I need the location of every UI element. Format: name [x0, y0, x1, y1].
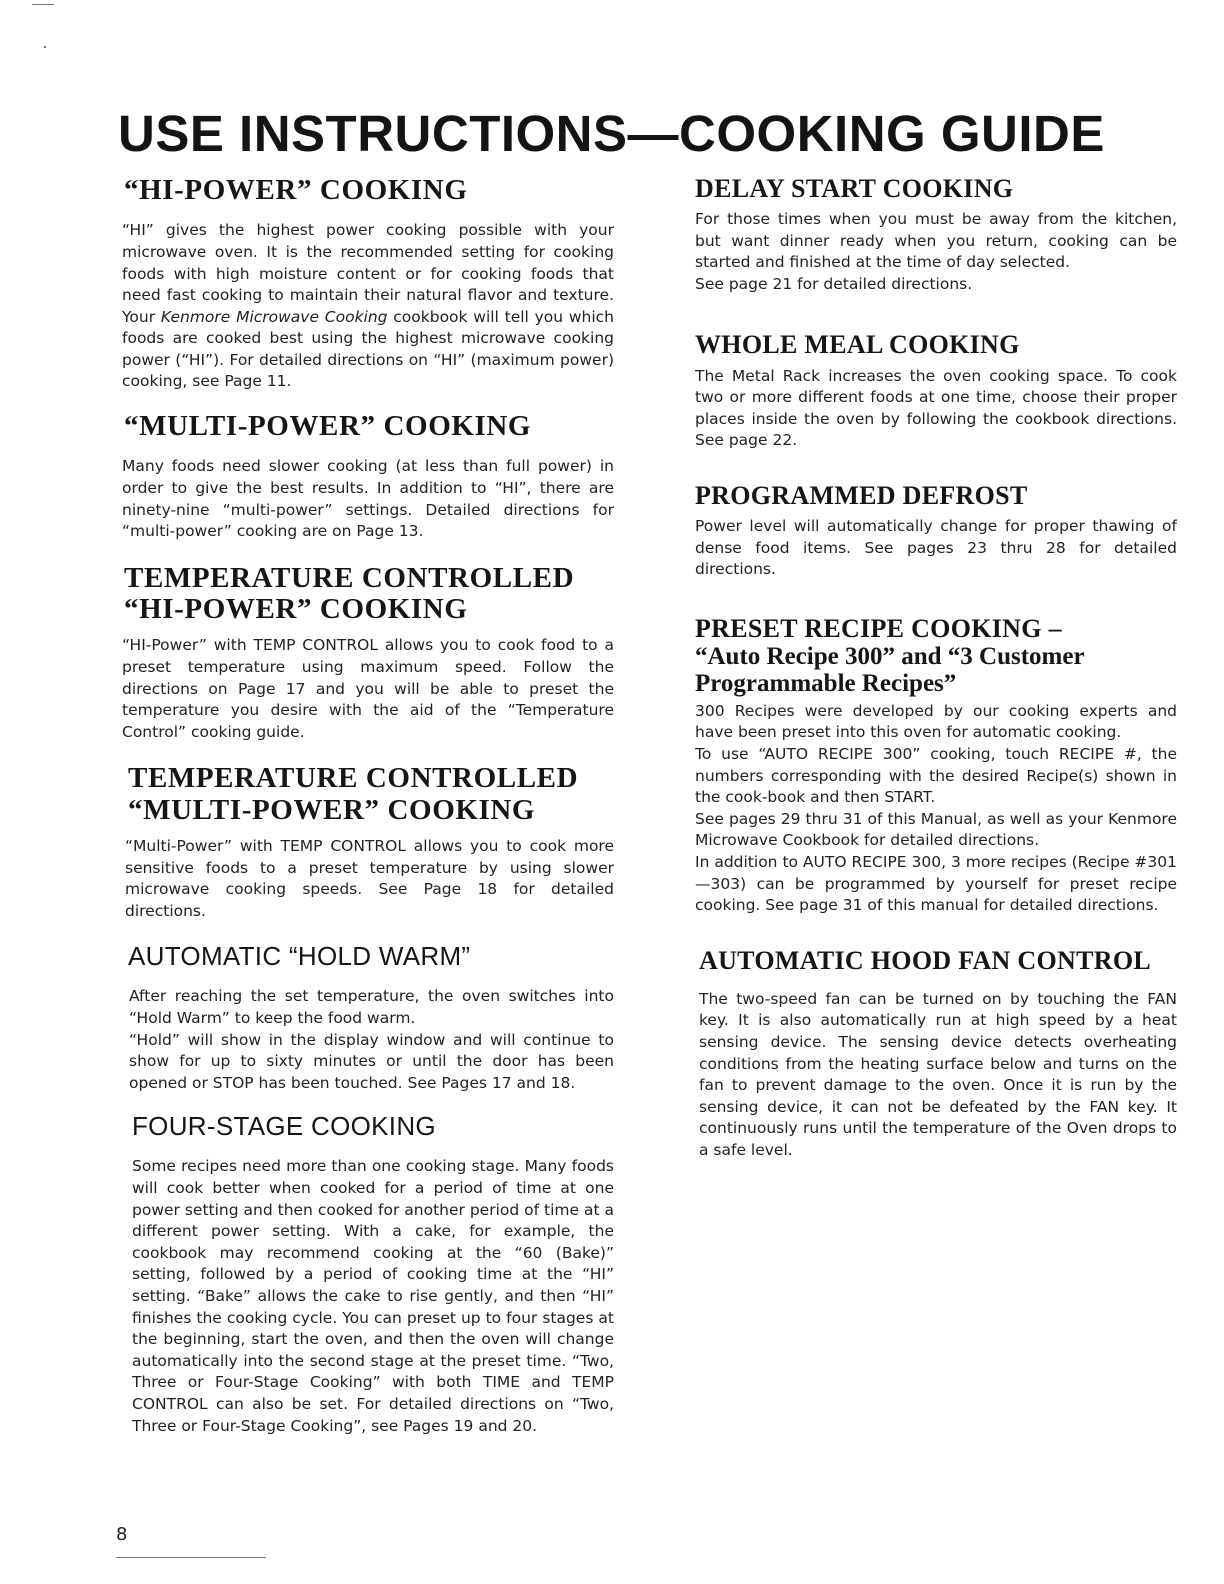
section-title-line: Programmable Recipes” [695, 669, 957, 697]
section-programmed-defrost [695, 482, 1177, 581]
section-title-line: TEMPERATURE CONTROLLED [128, 762, 579, 795]
body-text: “HI-Power” with TEMP CONTROL allows you to cook food to a preset temperature using maximum speed. Follow the directions on Page 17 and you will be able to preset the temperature you desire with the aid of the “Temperature Control” cooking guide. [122, 636, 614, 741]
section-title-line: “Auto Recipe 300” and “3 Customer [695, 642, 1085, 670]
section-whole-meal [695, 331, 1177, 451]
body-text: “Multi-Power” with TEMP CONTROL allows you to cook more sensitive foods to a preset temperature by using slower microwave cooking speeds. See Page 18 for detailed directions. [125, 836, 614, 920]
body-text: Power level will automatically change for proper thawing of dense food items. See pages 23 thru 28 for detailed directions. [695, 516, 1177, 579]
body-text: Many foods need slower cooking (at less than full power) in order to give the best results. In addition to “HI”, there are ninety-nine “multi-power” settings. Detailed directions for “multi-power” cooking are on Page 13. [122, 457, 614, 541]
body-text: In addition to AUTO RECIPE 300, 3 more recipes (Recipe #301—303) can be programmed by yourself for preset recipe cooking. See page 31 of this manual for detailed directions. [695, 853, 1177, 915]
body-text: For those times when you must be away from the kitchen, but want dinner ready when you return, cooking can be started and finished at the time of day selected. [695, 210, 1177, 272]
section-temp-hi-power [122, 563, 614, 744]
section-title-line: TEMPERATURE CONTROLLED [124, 561, 575, 594]
scan-artifact-dot [44, 46, 46, 48]
bottom-rule [116, 1557, 266, 1558]
section-title: AUTOMATIC HOOD FAN CONTROL [699, 945, 1151, 975]
body-text: cookbook will tell you which foods are cooked best using the highest microwave cooking power (“HI”). For detailed directions on “HI” (maximum power) cooking, see Page 11. [122, 307, 614, 391]
body-text: 300 Recipes were developed by our cooking experts and have been preset into this oven for automatic cooking. [695, 701, 1177, 742]
section-body [122, 635, 614, 743]
body-text: Some recipes need more than one cooking stage. Many foods will cook better when cooked for a period of time at one power setting and then cooked for another period of time at a different power setting. With a cake, for example, the cookbook may recommend cooking at the “60 (Bake)” setting, followed by a period of cooking time at the “HI” setting. “Bake” allows the cake to rise gently, and then “HI” finishes the cooking cycle. You can preset up to four stages at the beginning, start the oven, and then the oven will change automatically into the second stage at the preset time. “Two, Three or Four-Stage Cooking” with both TIME and TEMP CONTROL can also be set. For detailed directions on “Two, Three or Four-Stage Cooking”, see Pages 19 and 20. [132, 1157, 614, 1435]
section-title-line: PRESET RECIPE COOKING – [695, 613, 1062, 643]
body-text: The Metal Rack increases the oven cooking space. To cook two or more different foods at one time, choose their proper places inside the oven by following the cookbook directions. See page 22. [695, 366, 1177, 450]
section-title: “MULTI-POWER” COOKING [124, 410, 532, 443]
section-title: PROGRAMMED DEFROST [695, 480, 1028, 510]
section-multi-power [122, 411, 614, 543]
section-body [122, 456, 614, 542]
section-body [122, 220, 614, 393]
section-title: DELAY START COOKING [695, 174, 1014, 203]
section-title: WHOLE MEAL COOKING [695, 330, 1020, 360]
body-text-italic: Kenmore Microwave Cooking [160, 307, 388, 326]
left-column [122, 170, 614, 1437]
section-title-line: “MULTI-POWER” COOKING [128, 793, 536, 826]
body-text: The two-speed fan can be turned on by touching the FAN key. It is also automatically run at high speed by a heat sensing device. The sensing device detects overheating conditions from the heating surface below and turns on the fan to prevent damage to the oven. Once it is run by the sensing device, it can not be defeated by the FAN key. It continuously runs until the temperature of the Oven drops to a safe level. [699, 989, 1177, 1160]
body-text: To use “AUTO RECIPE 300” cooking, touch RECIPE #, the numbers corresponding with the desired Recipe(s) shown in the cook-book and then START. [695, 745, 1177, 807]
section-body [122, 836, 614, 922]
section-delay-start [695, 175, 1177, 295]
section-four-stage [122, 1112, 614, 1437]
section-hold-warm [122, 942, 614, 1094]
section-title: AUTOMATIC “HOLD WARM” [128, 941, 471, 972]
section-title: FOUR-STAGE COOKING [132, 1111, 436, 1142]
section-body [695, 701, 1177, 917]
body-text: “HI” gives the highest power cooking possible with your microwave oven. It is the recommended setting for cooking foods with high moisture content or for cooking foods that need fast cooking to maintain their natural flavor and texture. Your [122, 221, 614, 326]
section-body [695, 209, 1177, 295]
body-text: See page 21 for detailed directions. [695, 274, 973, 293]
section-body [695, 989, 1177, 1162]
section-title [122, 763, 614, 826]
section-title [695, 615, 1177, 697]
section-body [695, 366, 1177, 452]
section-hi-power [122, 175, 614, 393]
section-preset-recipe [695, 615, 1177, 917]
section-body [695, 516, 1177, 581]
section-body [122, 1156, 614, 1437]
section-title: “HI-POWER” COOKING [124, 174, 468, 206]
page-number: 8 [116, 1524, 128, 1545]
body-text: See pages 29 thru 31 of this Manual, as well as your Kenmore Microwave Cookbook for detailed directions. [695, 809, 1177, 850]
right-column [695, 170, 1177, 1162]
body-text: “Hold” will show in the display window and will continue to show for up to sixty minutes or until the door has been opened or STOP has been touched. See Pages 17 and 18. [129, 1030, 614, 1092]
page-title: USE INSTRUCTIONS—COOKING GUIDE [118, 105, 1105, 162]
section-title [122, 563, 614, 626]
section-body [122, 986, 614, 1094]
scan-artifact-line [32, 4, 54, 5]
section-hood-fan [695, 947, 1177, 1162]
body-text: After reaching the set temperature, the oven switches into “Hold Warm” to keep the food warm. [129, 987, 614, 1028]
section-title-line: “HI-POWER” COOKING [124, 593, 468, 626]
section-temp-multi-power [122, 763, 614, 922]
